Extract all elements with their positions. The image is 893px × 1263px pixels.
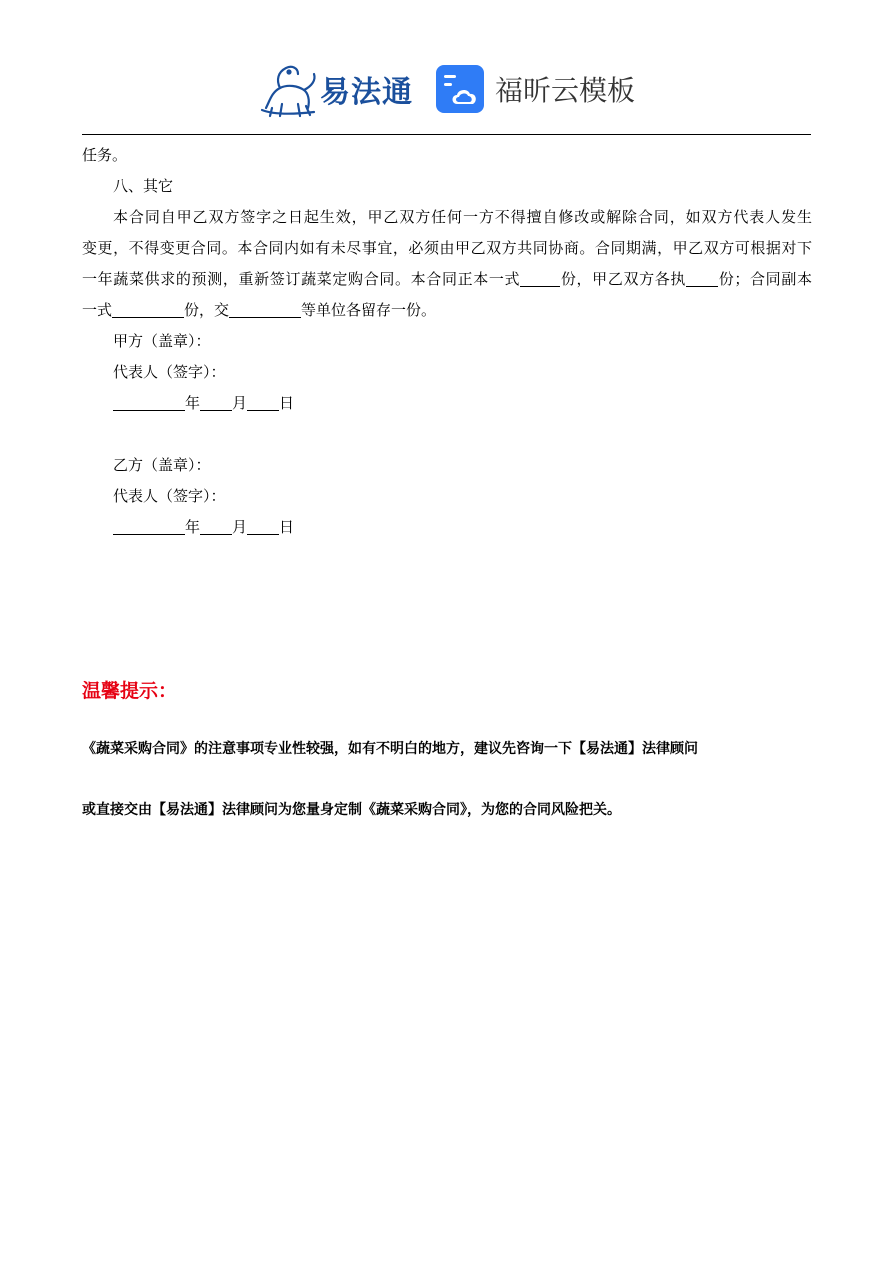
- month-blank: [200, 392, 232, 411]
- party-a-date-line: [82, 388, 812, 419]
- fuxin-logo-text: 福昕云模板: [494, 74, 635, 107]
- year-blank: [113, 516, 185, 535]
- tips-line: 或直接交由【易法通】法律顾问为您量身定制《蔬菜采购合同》，为您的合同风险把关。: [82, 802, 621, 818]
- yifatong-logo: [258, 60, 413, 118]
- year-label: 年: [185, 394, 201, 412]
- fill-blank-duplicate-copies: [112, 299, 184, 318]
- party-a-seal-label: 甲方（盖章）：: [113, 332, 211, 350]
- party-a-rep-label: 代表人（签字）：: [113, 363, 226, 381]
- day-blank: [247, 392, 279, 411]
- section-heading: 八、其它: [113, 177, 174, 195]
- month-label: 月: [232, 518, 248, 536]
- yifatong-logo-text: 易法通: [319, 75, 413, 110]
- header: [0, 58, 893, 120]
- day-blank: [247, 516, 279, 535]
- paragraph-text: 份；合同副本: [718, 270, 812, 288]
- month-blank: [200, 516, 232, 535]
- paragraph-line: [82, 264, 812, 295]
- party-b-rep-label: 代表人（签字）：: [113, 487, 226, 505]
- paragraph-line: [82, 295, 812, 326]
- day-label: 日: [279, 394, 295, 412]
- month-label: 月: [232, 394, 248, 412]
- fill-blank-unit: [229, 299, 301, 318]
- spacer: [82, 419, 812, 450]
- cloud-template-icon: [435, 64, 485, 114]
- day-label: 日: [279, 518, 295, 536]
- warm-tips: [82, 676, 812, 825]
- paragraph-text: 份，交: [184, 301, 230, 319]
- paragraph-text: 等单位各留存一份。: [301, 301, 437, 319]
- party-b-seal-label: 乙方（盖章）：: [113, 456, 211, 474]
- tips-line: 《蔬菜采购合同》的注意事项专业性较强，如有不明白的地方，建议先咨询一下【易法通】法律顾问: [82, 741, 698, 757]
- contract-body: [82, 140, 812, 543]
- paragraph-line: 变更，不得变更合同。本合同内如有未尽事宜，必须由甲乙双方共同协商。合同期满，甲乙双方可根据对下: [82, 239, 812, 257]
- fill-blank-each-copies: [686, 268, 718, 287]
- fuxin-logo: [435, 64, 635, 114]
- paragraph-text: 一式: [82, 301, 113, 319]
- paragraph-text: 份，甲乙双方各执: [560, 270, 687, 288]
- party-b-date-line: [82, 512, 812, 543]
- year-label: 年: [185, 518, 201, 536]
- tips-title: 温馨提示：: [82, 680, 178, 702]
- paragraph-text: 一年蔬菜供求的预测，重新签订蔬菜定购合同。本合同正本一式: [82, 270, 521, 288]
- fill-blank-original-copies: [520, 268, 560, 287]
- qilin-icon: [258, 60, 318, 118]
- paragraph-line: 本合同自甲乙双方签字之日起生效，甲乙双方任何一方不得擅自修改或解除合同，如双方代表人发生: [113, 208, 812, 226]
- header-divider: [82, 134, 811, 135]
- continued-text: 任务。: [82, 146, 128, 164]
- year-blank: [113, 392, 185, 411]
